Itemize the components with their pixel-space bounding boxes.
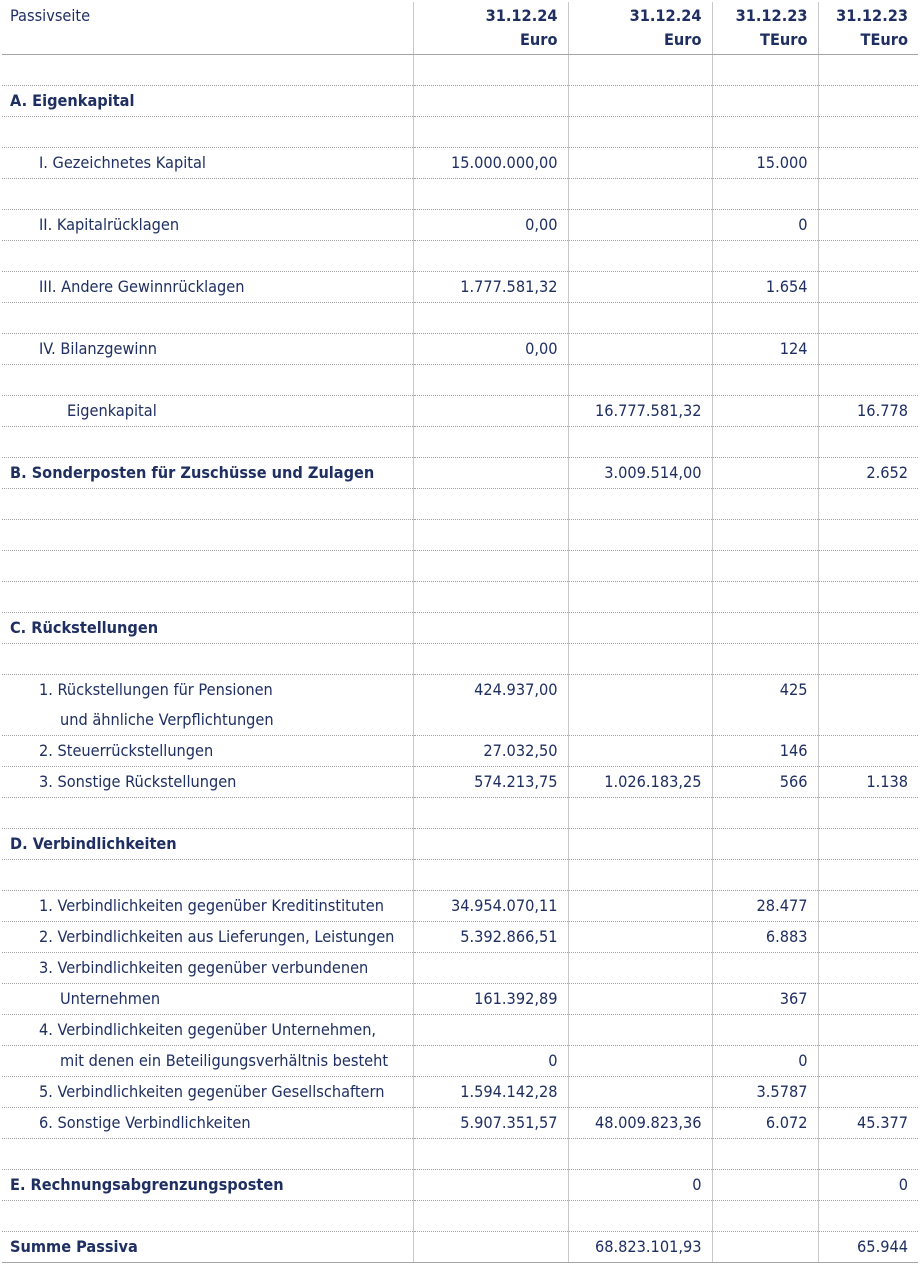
row-label: IV. Bilanzgewinn bbox=[2, 334, 413, 365]
cell-2024-euro-b bbox=[568, 520, 712, 551]
cell-2023-teuro-b: 16.778 bbox=[818, 396, 918, 427]
cell-2024-euro-b bbox=[568, 148, 712, 179]
cell-2023-teuro-b bbox=[818, 613, 918, 644]
cell-2023-teuro-a bbox=[712, 396, 818, 427]
row-label bbox=[2, 55, 413, 86]
cell-2023-teuro-b: 0 bbox=[818, 1170, 918, 1201]
cell-2023-teuro-a: 6.072 bbox=[712, 1108, 818, 1139]
row-label bbox=[2, 860, 413, 891]
row-label bbox=[2, 241, 413, 272]
cell-2024-euro-b bbox=[568, 272, 712, 303]
cell-2023-teuro-b bbox=[818, 1201, 918, 1232]
cell-2023-teuro-b bbox=[818, 705, 918, 736]
table-row bbox=[2, 984, 918, 1015]
cell-2024-euro-a: 161.392,89 bbox=[413, 984, 568, 1015]
cell-2024-euro-a bbox=[413, 55, 568, 86]
cell-2024-euro-b bbox=[568, 891, 712, 922]
cell-2024-euro-a bbox=[413, 953, 568, 984]
cell-2024-euro-a: 1.594.142,28 bbox=[413, 1077, 568, 1108]
table-row bbox=[2, 272, 918, 303]
cell-2024-euro-a bbox=[413, 582, 568, 613]
cell-2024-euro-a bbox=[413, 551, 568, 582]
row-label: A. Eigenkapital bbox=[2, 86, 413, 117]
cell-2023-teuro-a bbox=[712, 705, 818, 736]
cell-2024-euro-b bbox=[568, 644, 712, 675]
blank-row bbox=[2, 860, 918, 891]
table-row bbox=[2, 922, 918, 953]
table-row bbox=[2, 1077, 918, 1108]
cell-2024-euro-b bbox=[568, 551, 712, 582]
cell-2023-teuro-a: 6.883 bbox=[712, 922, 818, 953]
cell-2023-teuro-a bbox=[712, 551, 818, 582]
cell-2023-teuro-a bbox=[712, 798, 818, 829]
cell-2023-teuro-b bbox=[818, 551, 918, 582]
cell-2024-euro-b bbox=[568, 736, 712, 767]
table-row bbox=[2, 891, 918, 922]
row-label bbox=[2, 551, 413, 582]
table-row bbox=[2, 736, 918, 767]
cell-2023-teuro-b: 1.138 bbox=[818, 767, 918, 798]
cell-2023-teuro-a: 425 bbox=[712, 675, 818, 706]
cell-2023-teuro-a bbox=[712, 303, 818, 334]
cell-2024-euro-b bbox=[568, 1046, 712, 1077]
row-label: 5. Verbindlichkeiten gegenüber Gesellschaftern bbox=[2, 1077, 413, 1108]
cell-2023-teuro-a bbox=[712, 179, 818, 210]
cell-2024-euro-a: 0,00 bbox=[413, 334, 568, 365]
blank-row bbox=[2, 520, 918, 551]
cell-2024-euro-b bbox=[568, 984, 712, 1015]
cell-2024-euro-b bbox=[568, 675, 712, 706]
cell-2023-teuro-b bbox=[818, 210, 918, 241]
table-row bbox=[2, 767, 918, 798]
cell-2023-teuro-b bbox=[818, 520, 918, 551]
row-label: D. Verbindlichkeiten bbox=[2, 829, 413, 860]
blank-row bbox=[2, 365, 918, 396]
row-label bbox=[2, 798, 413, 829]
cell-2024-euro-b: 48.009.823,36 bbox=[568, 1108, 712, 1139]
row-label: III. Andere Gewinnrücklagen bbox=[2, 272, 413, 303]
row-label: Summe Passiva bbox=[2, 1232, 413, 1263]
cell-2023-teuro-a bbox=[712, 1201, 818, 1232]
cell-2023-teuro-a: 15.000 bbox=[712, 148, 818, 179]
cell-2024-euro-b bbox=[568, 303, 712, 334]
cell-2024-euro-a: 5.392.866,51 bbox=[413, 922, 568, 953]
cell-2023-teuro-b bbox=[818, 179, 918, 210]
cell-2024-euro-b bbox=[568, 489, 712, 520]
row-label bbox=[2, 303, 413, 334]
header-col-2023-teuro-a: 31.12.23 TEuro bbox=[712, 2, 818, 55]
cell-2024-euro-b bbox=[568, 1077, 712, 1108]
cell-2024-euro-b bbox=[568, 953, 712, 984]
row-label bbox=[2, 179, 413, 210]
cell-2023-teuro-a bbox=[712, 613, 818, 644]
cell-2023-teuro-b bbox=[818, 1139, 918, 1170]
cell-2024-euro-b bbox=[568, 922, 712, 953]
cell-2023-teuro-a bbox=[712, 365, 818, 396]
table-row bbox=[2, 953, 918, 984]
cell-2023-teuro-b bbox=[818, 644, 918, 675]
cell-2023-teuro-b bbox=[818, 922, 918, 953]
cell-2024-euro-a: 5.907.351,57 bbox=[413, 1108, 568, 1139]
cell-2024-euro-a: 15.000.000,00 bbox=[413, 148, 568, 179]
cell-2024-euro-a bbox=[413, 705, 568, 736]
cell-2023-teuro-a bbox=[712, 1170, 818, 1201]
row-label: 4. Verbindlichkeiten gegenüber Unternehmen, bbox=[2, 1015, 413, 1046]
cell-2023-teuro-a bbox=[712, 829, 818, 860]
cell-2023-teuro-a bbox=[712, 117, 818, 148]
cell-2023-teuro-a bbox=[712, 489, 818, 520]
cell-2023-teuro-a bbox=[712, 241, 818, 272]
section-row bbox=[2, 829, 918, 860]
cell-2023-teuro-b bbox=[818, 798, 918, 829]
cell-2023-teuro-b: 2.652 bbox=[818, 458, 918, 489]
row-label bbox=[2, 489, 413, 520]
blank-row bbox=[2, 582, 918, 613]
cell-2024-euro-b bbox=[568, 829, 712, 860]
cell-2023-teuro-b bbox=[818, 1077, 918, 1108]
cell-2023-teuro-b bbox=[818, 272, 918, 303]
cell-2024-euro-b: 3.009.514,00 bbox=[568, 458, 712, 489]
row-label: C. Rückstellungen bbox=[2, 613, 413, 644]
cell-2023-teuro-b bbox=[818, 334, 918, 365]
row-label: 1. Rückstellungen für Pensionen bbox=[39, 680, 273, 699]
cell-2024-euro-a: 34.954.070,11 bbox=[413, 891, 568, 922]
cell-2023-teuro-a bbox=[712, 644, 818, 675]
cell-2024-euro-a bbox=[413, 860, 568, 891]
blank-row bbox=[2, 1139, 918, 1170]
cell-2023-teuro-a bbox=[712, 953, 818, 984]
cell-2023-teuro-b bbox=[818, 953, 918, 984]
cell-2024-euro-b: 0 bbox=[568, 1170, 712, 1201]
cell-2024-euro-b bbox=[568, 860, 712, 891]
cell-2023-teuro-a bbox=[712, 427, 818, 458]
table-row bbox=[2, 396, 918, 427]
total-row bbox=[2, 1232, 918, 1263]
blank-row bbox=[2, 1201, 918, 1232]
blank-row bbox=[2, 427, 918, 458]
cell-2024-euro-a bbox=[413, 1232, 568, 1263]
cell-2023-teuro-a: 0 bbox=[712, 210, 818, 241]
table-row bbox=[2, 705, 918, 736]
section-row bbox=[2, 1170, 918, 1201]
cell-2024-euro-b bbox=[568, 1201, 712, 1232]
row-label: I. Gezeichnetes Kapital bbox=[2, 148, 413, 179]
cell-2024-euro-a bbox=[413, 179, 568, 210]
cell-2024-euro-a: 27.032,50 bbox=[413, 736, 568, 767]
cell-2024-euro-b bbox=[568, 179, 712, 210]
cell-2024-euro-b bbox=[568, 210, 712, 241]
cell-2024-euro-a bbox=[413, 1201, 568, 1232]
row-label bbox=[2, 1139, 413, 1170]
blank-row bbox=[2, 551, 918, 582]
cell-2024-euro-a bbox=[413, 365, 568, 396]
section-row bbox=[2, 613, 918, 644]
cell-2023-teuro-a: 367 bbox=[712, 984, 818, 1015]
cell-2023-teuro-b bbox=[818, 148, 918, 179]
cell-2023-teuro-b bbox=[818, 303, 918, 334]
cell-2024-euro-a bbox=[413, 829, 568, 860]
cell-2024-euro-b bbox=[568, 365, 712, 396]
table-row bbox=[2, 675, 918, 706]
cell-2024-euro-a bbox=[413, 1139, 568, 1170]
cell-2023-teuro-b bbox=[818, 117, 918, 148]
cell-2023-teuro-a bbox=[712, 55, 818, 86]
row-label: mit denen ein Beteiligungsverhältnis besteht bbox=[2, 1046, 413, 1077]
section-row bbox=[2, 458, 918, 489]
cell-2024-euro-a bbox=[413, 644, 568, 675]
cell-2024-euro-a: 574.213,75 bbox=[413, 767, 568, 798]
table-row bbox=[2, 334, 918, 365]
cell-2024-euro-b bbox=[568, 798, 712, 829]
table-row bbox=[2, 210, 918, 241]
row-label bbox=[2, 520, 413, 551]
row-label: E. Rechnungsabgrenzungsposten bbox=[2, 1170, 413, 1201]
row-label: 6. Sonstige Verbindlichkeiten bbox=[2, 1108, 413, 1139]
cell-2023-teuro-a bbox=[712, 520, 818, 551]
cell-2023-teuro-a bbox=[712, 1015, 818, 1046]
cell-2023-teuro-b bbox=[818, 365, 918, 396]
cell-2023-teuro-a bbox=[712, 86, 818, 117]
cell-2023-teuro-b bbox=[818, 427, 918, 458]
blank-row bbox=[2, 241, 918, 272]
blank-row bbox=[2, 644, 918, 675]
cell-2023-teuro-a: 0 bbox=[712, 1046, 818, 1077]
cell-2024-euro-b bbox=[568, 427, 712, 458]
cell-2024-euro-a bbox=[413, 520, 568, 551]
cell-2023-teuro-b bbox=[818, 860, 918, 891]
header-col-2023-teuro-b: 31.12.23 TEuro bbox=[818, 2, 918, 55]
header-col-2024-euro-b: 31.12.24 Euro bbox=[568, 2, 712, 55]
cell-2023-teuro-b bbox=[818, 675, 918, 706]
cell-2024-euro-b bbox=[568, 241, 712, 272]
cell-2024-euro-b bbox=[568, 705, 712, 736]
row-label bbox=[2, 644, 413, 675]
row-label bbox=[2, 582, 413, 613]
section-row bbox=[2, 86, 918, 117]
cell-2023-teuro-b bbox=[818, 582, 918, 613]
table-row bbox=[2, 1108, 918, 1139]
table-row bbox=[2, 1015, 918, 1046]
cell-2024-euro-b bbox=[568, 55, 712, 86]
cell-2023-teuro-a bbox=[712, 1139, 818, 1170]
cell-2023-teuro-b bbox=[818, 736, 918, 767]
cell-2024-euro-b: 16.777.581,32 bbox=[568, 396, 712, 427]
cell-2024-euro-b bbox=[568, 86, 712, 117]
row-label: 1. Verbindlichkeiten gegenüber Kreditinstituten bbox=[2, 891, 413, 922]
row-label: B. Sonderposten für Zuschüsse und Zulagen bbox=[2, 458, 413, 489]
cell-2023-teuro-b bbox=[818, 86, 918, 117]
cell-2024-euro-a: 0,00 bbox=[413, 210, 568, 241]
row-label: Eigenkapital bbox=[2, 396, 413, 427]
cell-2023-teuro-a bbox=[712, 582, 818, 613]
cell-2024-euro-a: 0 bbox=[413, 1046, 568, 1077]
row-label: 3. Sonstige Rückstellungen bbox=[2, 767, 413, 798]
cell-2023-teuro-b: 65.944 bbox=[818, 1232, 918, 1263]
header-col-2024-euro-a: 31.12.24 Euro bbox=[413, 2, 568, 55]
cell-2024-euro-a bbox=[413, 1170, 568, 1201]
cell-2023-teuro-a: 124 bbox=[712, 334, 818, 365]
row-label bbox=[2, 427, 413, 458]
cell-2024-euro-a bbox=[413, 613, 568, 644]
row-label bbox=[2, 365, 413, 396]
cell-2024-euro-a bbox=[413, 241, 568, 272]
cell-2024-euro-a bbox=[413, 427, 568, 458]
cell-2023-teuro-a: 28.477 bbox=[712, 891, 818, 922]
cell-2024-euro-b bbox=[568, 1139, 712, 1170]
cell-2023-teuro-b bbox=[818, 55, 918, 86]
cell-2024-euro-a bbox=[413, 396, 568, 427]
row-label bbox=[2, 1201, 413, 1232]
cell-2023-teuro-a: 1.654 bbox=[712, 272, 818, 303]
table-row bbox=[2, 1046, 918, 1077]
table-row bbox=[2, 148, 918, 179]
cell-2023-teuro-b bbox=[818, 984, 918, 1015]
cell-2023-teuro-b: 45.377 bbox=[818, 1108, 918, 1139]
row-label bbox=[2, 117, 413, 148]
row-label: 2. Verbindlichkeiten aus Lieferungen, Leistungen bbox=[2, 922, 413, 953]
cell-2023-teuro-b bbox=[818, 1046, 918, 1077]
blank-row bbox=[2, 489, 918, 520]
row-label: 3. Verbindlichkeiten gegenüber verbundenen bbox=[2, 953, 413, 984]
cell-2024-euro-b bbox=[568, 334, 712, 365]
cell-2024-euro-a bbox=[413, 1015, 568, 1046]
table-header-row bbox=[2, 2, 918, 55]
cell-2023-teuro-a: 3.5787 bbox=[712, 1077, 818, 1108]
cell-2024-euro-a: 1.777.581,32 bbox=[413, 272, 568, 303]
cell-2023-teuro-b bbox=[818, 241, 918, 272]
cell-2024-euro-a bbox=[413, 798, 568, 829]
row-label: 2. Steuerrückstellungen bbox=[2, 736, 413, 767]
cell-2023-teuro-b bbox=[818, 829, 918, 860]
cell-2024-euro-a bbox=[413, 86, 568, 117]
cell-2023-teuro-a: 146 bbox=[712, 736, 818, 767]
blank-row bbox=[2, 117, 918, 148]
cell-2024-euro-b bbox=[568, 1015, 712, 1046]
cell-2024-euro-a bbox=[413, 117, 568, 148]
row-label: II. Kapitalrücklagen bbox=[2, 210, 413, 241]
cell-2023-teuro-b bbox=[818, 891, 918, 922]
cell-2023-teuro-b bbox=[818, 489, 918, 520]
cell-2024-euro-a bbox=[413, 458, 568, 489]
cell-2024-euro-a bbox=[413, 489, 568, 520]
cell-2024-euro-a bbox=[413, 303, 568, 334]
row-label: und ähnliche Verpflichtungen bbox=[2, 705, 413, 736]
header-label: Passivseite bbox=[2, 2, 413, 55]
cell-2023-teuro-b bbox=[818, 1015, 918, 1046]
cell-2024-euro-b: 1.026.183,25 bbox=[568, 767, 712, 798]
liabilities-table bbox=[2, 2, 918, 1263]
cell-2024-euro-b: 68.823.101,93 bbox=[568, 1232, 712, 1263]
cell-2024-euro-b bbox=[568, 117, 712, 148]
cell-2024-euro-b bbox=[568, 613, 712, 644]
cell-2023-teuro-a bbox=[712, 860, 818, 891]
blank-row bbox=[2, 179, 918, 210]
row-label: Unternehmen bbox=[2, 984, 413, 1015]
blank-row bbox=[2, 55, 918, 86]
cell-2023-teuro-a: 566 bbox=[712, 767, 818, 798]
cell-2023-teuro-a bbox=[712, 458, 818, 489]
cell-2024-euro-a: 424.937,00 bbox=[413, 675, 568, 706]
blank-row bbox=[2, 303, 918, 334]
blank-row bbox=[2, 798, 918, 829]
cell-2024-euro-b bbox=[568, 582, 712, 613]
cell-2023-teuro-a bbox=[712, 1232, 818, 1263]
